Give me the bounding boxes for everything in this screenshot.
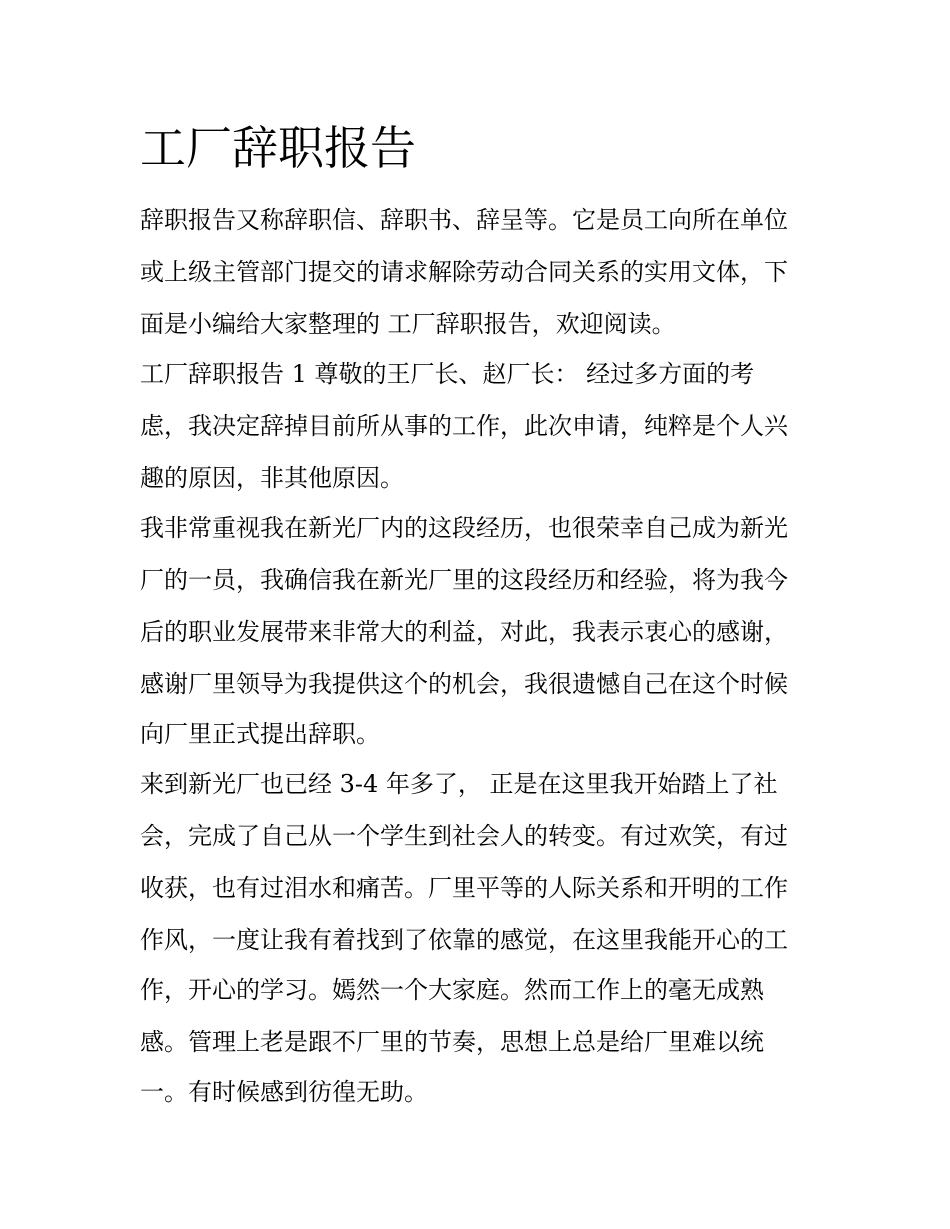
paragraph-3-line-3: 收获，也有过泪水和痛苦。厂里平等的人际关系和开明的工作	[140, 874, 788, 902]
paragraph-1-line-2: 虑，我决定辞掉目前所从事的工作，此次申请，纯粹是个人兴	[140, 412, 788, 440]
paragraph-2-line-5: 向厂里正式提出辞职。	[140, 720, 380, 748]
paragraph-3-line-1: 来到新光厂也已经 3-4 年多了， 正是在这里我开始踏上了社	[140, 770, 778, 798]
intro-line-2: 或上级主管部门提交的请求解除劳动合同关系的实用文体，下	[140, 258, 788, 286]
paragraph-2-line-3: 后的职业发展带来非常大的利益，对此，我表示衷心的感谢，	[140, 618, 788, 646]
document-title: 工厂辞职报告	[140, 121, 416, 175]
paragraph-2-line-1: 我非常重视我在新光厂内的这段经历，也很荣幸自己成为新光	[140, 514, 788, 542]
paragraph-3-line-2: 会，完成了自己从一个学生到社会人的转变。有过欢笑，有过	[140, 822, 788, 850]
paragraph-3-line-5: 作，开心的学习。嫣然一个大家庭。然而工作上的毫无成熟	[140, 976, 764, 1004]
paragraph-3-line-6: 感。管理上老是跟不厂里的节奏，思想上总是给厂里难以统	[140, 1028, 764, 1056]
paragraph-2-line-4: 感谢厂里领导为我提供这个的机会，我很遗憾自己在这个时候	[140, 670, 788, 698]
paragraph-1-line-1: 工厂辞职报告 1 尊敬的王厂长、赵厂长： 经过多方面的考	[140, 360, 755, 388]
intro-line-1: 辞职报告又称辞职信、辞职书、辞呈等。它是员工向所在单位	[140, 206, 788, 234]
paragraph-1-line-3: 趣的原因，非其他原因。	[140, 464, 404, 492]
paragraph-3-line-7: 一。有时候感到彷徨无助。	[140, 1078, 428, 1106]
paragraph-3-line-4: 作风，一度让我有着找到了依靠的感觉，在这里我能开心的工	[140, 926, 788, 954]
intro-line-3: 面是小编给大家整理的 工厂辞职报告，欢迎阅读。	[140, 310, 676, 338]
paragraph-2-line-2: 厂的一员，我确信我在新光厂里的这段经历和经验，将为我今	[140, 566, 788, 594]
